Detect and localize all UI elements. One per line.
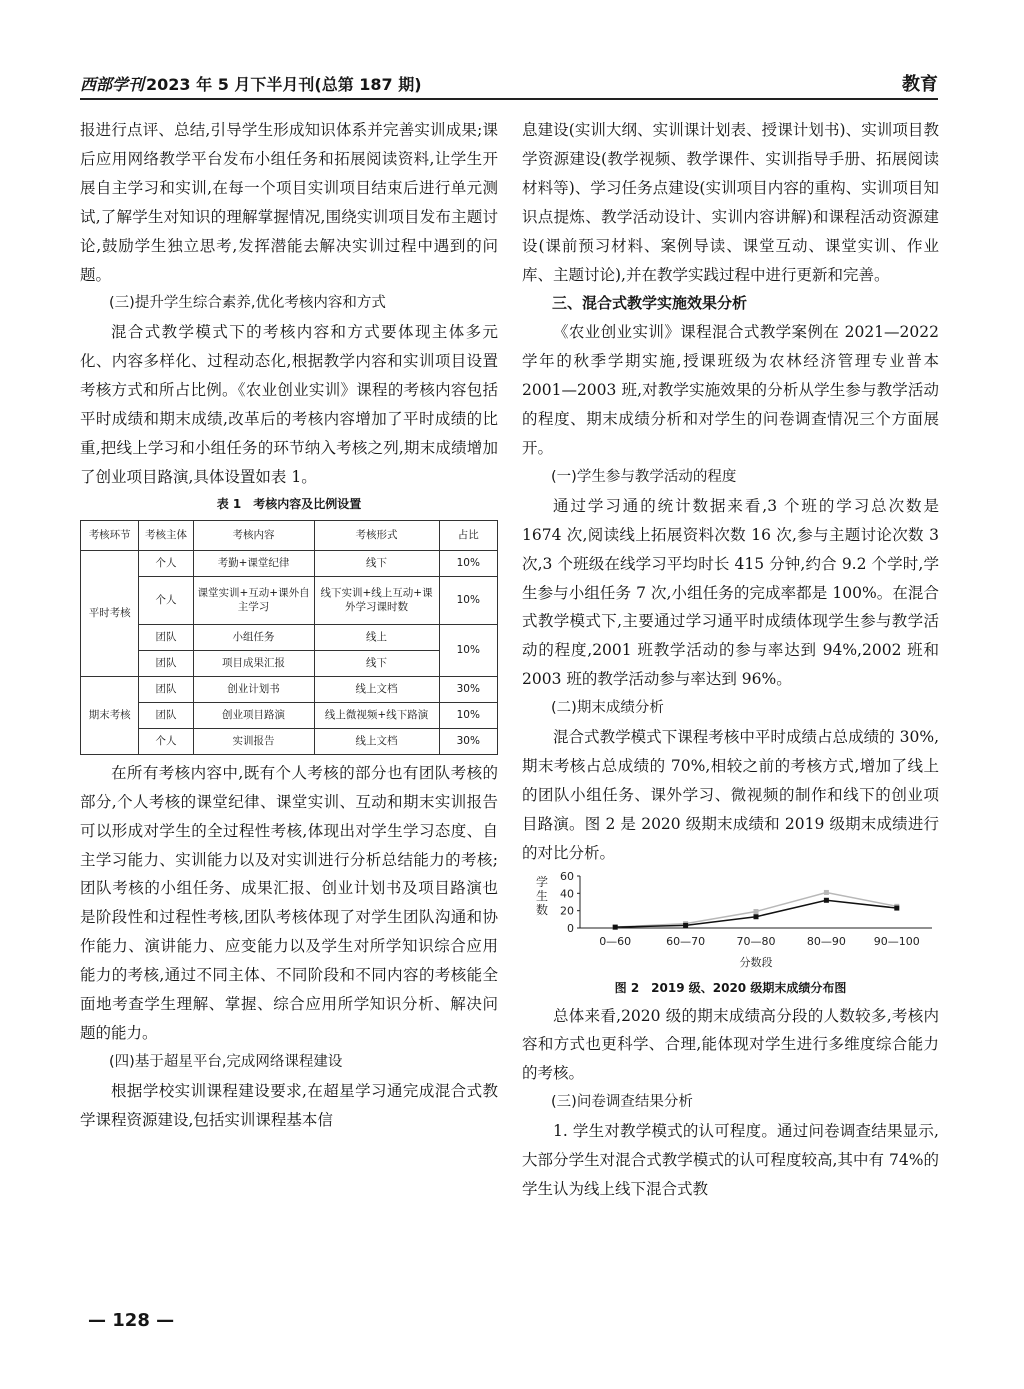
table-cell: 30% (439, 676, 497, 702)
subsection-heading: (四)基于超星平台,完成网络课程建设 (109, 1053, 343, 1070)
paragraph: 报进行点评、总结,引导学生形成知识体系并完善实训成果;课后应用网络教学平台发布小组任务和拓展阅读资料,让学生开展自主学习和实训,在每一个项目实训项目结束后进行单元测试,了解学生对知识的理解掌握情况,围绕实训项目发布主题讨论,鼓励学生独立思考,发挥潜能去解决实训过程中遇到的问题。 (80, 121, 498, 284)
table-cell: 创业计划书 (193, 676, 314, 702)
section-label: 教育 (902, 74, 938, 95)
table-cell: 实训报告 (193, 728, 314, 754)
table-cell: 个人 (139, 550, 193, 576)
table-cell: 10% (439, 550, 497, 576)
table-cell: 线上文档 (314, 676, 439, 702)
paragraph: 混合式教学模式下课程考核中平时成绩占总成绩的 30%,期末考核占总成绩的 70%,相较之前的考核方式,增加了线上的团队小组任务、课外学习、微视频的制作和线下的创业项目路演。图 2 是 2020 级期末成绩和 2019 级期末成绩进行的对比分析。 (522, 728, 939, 862)
y-tick-label: 40 (560, 886, 574, 900)
subsection-heading: (三)提升学生综合素养,优化考核内容和方式 (109, 295, 386, 312)
series-1-point (754, 914, 759, 919)
table-caption: 表 1 考核内容及比例设置 (216, 496, 362, 511)
table-cell: 课堂实训+互动+课外自主学习 (193, 576, 314, 624)
series-0-point (754, 909, 759, 914)
table-cell: 团队 (139, 650, 193, 676)
score-distribution-figure (522, 868, 939, 976)
table-cell: 30% (439, 728, 497, 754)
x-axis-label: 分数段 (739, 955, 773, 969)
group-cell: 平时考核 (81, 550, 139, 676)
paragraph: 总体来看,2020 级的期末成绩高分段的人数较多,考核内容和方式也更科学、合理,能体现对学生进行多维度综合能力的考核。 (522, 1006, 939, 1083)
table-cell: 项目成果汇报 (193, 650, 314, 676)
table-cell: 线下 (314, 650, 439, 676)
table-cell: 个人 (139, 728, 193, 754)
series-0-point (824, 890, 829, 895)
paragraph: 息建设(实训大纲、实训课计划表、授课计划书)、实训项目教学资源建设(教学视频、教学课件、实训指导手册、拓展阅读材料等)、学习任务点建设(实训项目内容的重构、实训项目知识点提炼、教学活动设计、实训内容讲解)和课程活动资源建设(课前预习材料、案例导读、课堂互动、课堂实训、作业库、主题讨论),并在教学实践过程中进行更新和完善。 (522, 121, 939, 284)
y-axis-label-char: 学 (535, 874, 549, 889)
table-header: 考核形式 (314, 520, 439, 550)
table-cell: 团队 (139, 624, 193, 650)
table-cell: 考勤+课堂纪律 (193, 550, 314, 576)
table-row (81, 624, 498, 650)
table-header-row (81, 520, 498, 550)
line-chart (522, 868, 939, 976)
journal-logo: 西部学刊 (80, 75, 145, 94)
paragraph: 根据学校实训课程建设要求,在超星学习通完成混合式教学课程资源建设,包括实训课程基本信 (80, 1081, 498, 1129)
group-cell: 期末考核 (81, 676, 139, 754)
subsection-heading: (二)期末成绩分析 (551, 700, 664, 717)
table-row (81, 702, 498, 728)
series-1-point (894, 905, 899, 910)
series-1-point (613, 924, 618, 929)
table-cell: 线下实训+线上互动+课外学习课时数 (314, 576, 439, 624)
paragraph: 混合式教学模式下的考核内容和方式要体现主体多元化、内容多样化、过程动态化,根据教学内容和实训项目设置考核方式和所占比例。《农业创业实训》课程的考核内容包括平时成绩和期末成绩,改革后的考核内容增加了平时成绩的比重,把线上学习和小组任务的环节纳入考核之列,期末成绩增加了创业项目路演,具体设置如表 1。 (80, 323, 498, 486)
page-header (80, 62, 938, 100)
series-1-point (824, 897, 829, 902)
figure-caption: 图 2 2019 级、2020 级期末成绩分布图 (614, 980, 847, 995)
subsection-heading: (三)问卷调查结果分析 (551, 1094, 693, 1111)
table-cell: 创业项目路演 (193, 702, 314, 728)
table-cell: 线上文档 (314, 728, 439, 754)
page-number: — 128 — (88, 1310, 175, 1331)
series-1-point (683, 922, 688, 927)
table-header: 考核内容 (193, 520, 314, 550)
table-cell: 10% (439, 576, 497, 624)
x-tick-label: 60—70 (666, 934, 706, 948)
y-tick-label: 0 (567, 921, 574, 935)
right-column (522, 116, 939, 1204)
table-cell: 线上 (314, 624, 439, 650)
paragraph: 《农业创业实训》课程混合式教学案例在 2021—2022 学年的秋季学期实施,授课班级为农林经济管理专业普本 2001—2003 班,对教学实施效果的分析从学生参与教学活动的程度、期末成绩分析和对学生的问卷调查情况三个方面展开。 (522, 323, 939, 457)
y-axis-label-char: 数 (535, 902, 549, 917)
table-header: 占比 (439, 520, 497, 550)
table-row (81, 728, 498, 754)
y-tick-label: 20 (560, 904, 574, 918)
paragraph: 通过学习通的统计数据来看,3 个班的学习总次数是 1674 次,阅读线上拓展资料次数 16 次,参与主题讨论次数 3 次,3 个班级在线学习平均时长 415 分钟,约合 9.2 个学时,学生参与小组任务 7 次,小组任务的完成率都是 100%。在混合式教学模式下,主要通过学习通平时成绩体现学生参与教学活动的程度,2001 班教学活动的参与率达到 94%,2002 班和 2003 班的教学活动参与率达到 96%。 (522, 496, 939, 689)
table-row (81, 550, 498, 576)
table-header: 考核主体 (139, 520, 193, 550)
x-tick-label: 80—90 (806, 934, 846, 948)
table-cell: 个人 (139, 576, 193, 624)
subsection-heading: (一)学生参与教学活动的程度 (551, 468, 737, 485)
table-cell: 线下 (314, 550, 439, 576)
paragraph: 在所有考核内容中,既有个人考核的部分也有团队考核的部分,个人考核的课堂纪律、课堂实训、互动和期末实训报告可以形成对学生的全过程性考核,体现出对学生学习态度、自主学习能力、实训能力以及对实训进行分析总结能力的考核;团队考核的小组任务、成果汇报、创业计划书及项目路演也是阶段性和过程性考核,团队考核体现了对学生团队沟通和协作能力、演讲能力、应变能力以及学生对所学知识综合应用能力的考核,通过不同主体、不同阶段和不同内容的考核能全面地考查学生理解、掌握、综合应用所学知识分析、解决问题的能力。 (80, 763, 498, 1042)
table-cell: 小组任务 (193, 624, 314, 650)
table-row (81, 676, 498, 702)
x-tick-label: 70—80 (736, 934, 776, 948)
paragraph: 1. 学生对教学模式的认可程度。通过问卷调查结果显示,大部分学生对混合式教学模式的认可程度较高,其中有 74%的学生认为线上线下混合式教 (522, 1122, 939, 1198)
table-cell: 10% (439, 624, 497, 676)
table-cell: 团队 (139, 676, 193, 702)
table-header: 考核环节 (81, 520, 139, 550)
left-column (80, 116, 498, 1135)
y-tick-label: 60 (560, 869, 574, 883)
section-heading: 三、混合式教学实施效果分析 (552, 294, 748, 313)
assessment-table (80, 520, 498, 755)
table-cell: 团队 (139, 702, 193, 728)
issue-label: 2023 年 5 月下半月刊(总第 187 期) (146, 75, 422, 94)
table-cell: 10% (439, 702, 497, 728)
y-axis-label-char: 生 (535, 888, 549, 903)
x-tick-label: 90—100 (873, 934, 920, 948)
table-cell: 线上微视频+线下路演 (314, 702, 439, 728)
x-tick-label: 0—60 (599, 934, 632, 948)
journal-issue-line (80, 72, 422, 95)
table-row (81, 650, 498, 676)
table-row (81, 576, 498, 624)
